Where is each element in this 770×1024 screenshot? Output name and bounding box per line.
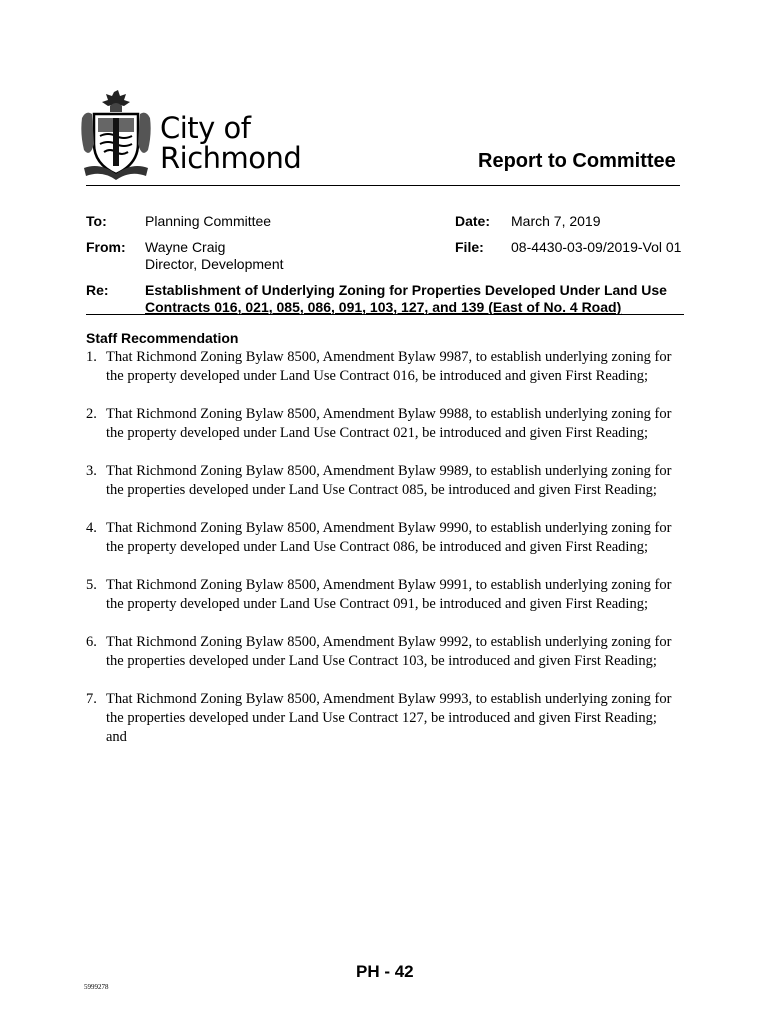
list-item <box>86 690 676 747</box>
re-subject <box>145 282 685 316</box>
list-item-number: 3. <box>86 463 97 479</box>
list-item <box>86 348 676 386</box>
page-number: PH - 42 <box>356 962 414 981</box>
re-subject-line2: Contracts 016, 021, 085, 086, 091, 103, 127, and 139 (East of No. 4 Road) <box>145 299 622 315</box>
list-item-text: That Richmond Zoning Bylaw 8500, Amendment Bylaw 9991, to establish underlying zoning for the property developed under Land Use Contract 091, be introduced and given First Reading; <box>106 577 672 612</box>
list-item-text: That Richmond Zoning Bylaw 8500, Amendment Bylaw 9988, to establish underlying zoning for the property developed under Land Use Contract 021, be introduced and given First Reading; <box>106 406 672 441</box>
list-item <box>86 462 676 500</box>
city-crest-icon <box>80 88 152 180</box>
from-title: Director, Development <box>145 256 284 272</box>
subject-divider <box>86 314 684 315</box>
list-item-number: 7. <box>86 691 97 707</box>
recommendation-list <box>86 348 676 766</box>
to-value: Planning Committee <box>145 213 272 229</box>
list-item-number: 2. <box>86 406 97 422</box>
file-label: File: <box>455 239 484 255</box>
to-label: To: <box>86 213 107 229</box>
list-item <box>86 519 676 557</box>
file-value: 08-4430-03-09/2019-Vol 01 <box>511 239 682 255</box>
org-name-line1: City of <box>160 111 251 145</box>
list-item-text: That Richmond Zoning Bylaw 8500, Amendment Bylaw 9987, to establish underlying zoning for the property developed under Land Use Contract 016, be introduced and given First Reading; <box>106 349 672 384</box>
date-label: Date: <box>455 213 491 229</box>
list-item <box>86 633 676 671</box>
date-value: March 7, 2019 <box>511 213 601 229</box>
list-item <box>86 405 676 443</box>
list-item-text: That Richmond Zoning Bylaw 8500, Amendment Bylaw 9989, to establish underlying zoning for the properties developed under Land Use Contract 085, be introduced and given First Reading; <box>106 463 672 498</box>
staff-recommendation-heading: Staff Recommendation <box>86 330 239 346</box>
list-item-number: 6. <box>86 634 97 650</box>
report-title: Report to Committee <box>478 150 676 172</box>
list-item-text: That Richmond Zoning Bylaw 8500, Amendment Bylaw 9990, to establish underlying zoning for the property developed under Land Use Contract 086, be introduced and given First Reading; <box>106 520 672 555</box>
org-name-line2: Richmond <box>160 141 302 175</box>
re-subject-line1: Establishment of Underlying Zoning for Properties Developed Under Land Use <box>145 282 667 298</box>
list-item-text: That Richmond Zoning Bylaw 8500, Amendment Bylaw 9993, to establish underlying zoning for the properties developed under Land Use Contract 127, be introduced and given First Reading; and <box>106 691 672 745</box>
from-name: Wayne Craig <box>145 239 226 255</box>
list-item-text: That Richmond Zoning Bylaw 8500, Amendment Bylaw 9992, to establish underlying zoning for the properties developed under Land Use Contract 103, be introduced and given First Reading; <box>106 634 672 669</box>
list-item-number: 1. <box>86 349 97 365</box>
list-item <box>86 576 676 614</box>
document-number: 5999278 <box>84 983 109 991</box>
list-item-number: 5. <box>86 577 97 593</box>
header-divider <box>86 185 680 186</box>
re-label: Re: <box>86 282 109 298</box>
list-item-number: 4. <box>86 520 97 536</box>
from-label: From: <box>86 239 126 255</box>
